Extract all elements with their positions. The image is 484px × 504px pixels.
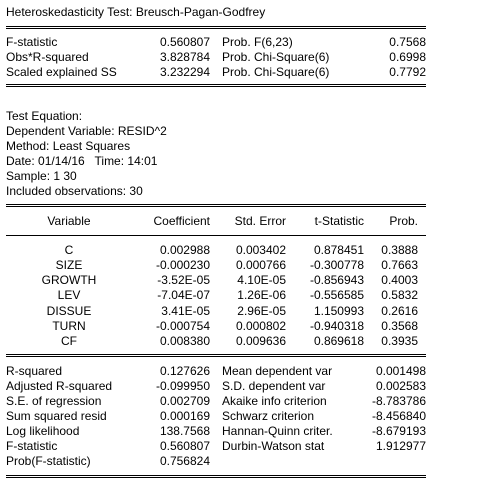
prob-value: 0.3935: [381, 334, 418, 348]
stat-label: F-statistic: [6, 439, 58, 453]
coef-header-divider: [6, 235, 426, 236]
variable-name: DISSUE: [46, 304, 92, 318]
stat-label: S.E. of regression: [6, 394, 102, 408]
stat-value: 0.560807: [159, 439, 210, 453]
equation-info-line: Test Equation:: [6, 109, 83, 123]
equation-info-line: Sample: 1 30: [6, 169, 77, 183]
variable-name: TURN: [52, 319, 86, 333]
summary-value: 3.828784: [159, 50, 210, 64]
t-statistic-value: -0.856943: [309, 273, 364, 287]
variable-name: LEV: [57, 288, 81, 302]
std-error-value: 0.009636: [235, 334, 286, 348]
std-error-value: 0.003402: [235, 243, 286, 257]
equation-info-line: Dependent Variable: RESID^2: [6, 124, 167, 138]
summary-prob: 0.6998: [389, 50, 426, 64]
coefficient-value: 3.41E-05: [161, 304, 210, 318]
summary-prob: 0.7568: [389, 35, 426, 49]
stat-value: 138.7568: [159, 424, 210, 438]
stat-label-2: S.D. dependent var: [222, 379, 326, 393]
stat-value-2: 0.002583: [375, 379, 426, 393]
std-error-value: 1.26E-06: [237, 288, 286, 302]
t-statistic-value: 0.878451: [313, 243, 364, 257]
stat-value-2: -8.456840: [371, 409, 426, 423]
equation-info-line: Included observations: 30: [6, 184, 143, 198]
summary-prob: 0.7792: [389, 65, 426, 79]
variable-name: CF: [61, 334, 77, 348]
stat-label-2: Durbin-Watson stat: [222, 439, 325, 453]
stat-value-2: -8.679193: [371, 424, 426, 438]
std-error-value: 0.000766: [235, 258, 286, 272]
stat-label-2: Schwarz criterion: [222, 409, 315, 423]
stat-label: R-squared: [6, 364, 63, 378]
prob-value: 0.3568: [381, 319, 418, 333]
coef-header: Std. Error: [234, 214, 286, 228]
stat-value: 0.127626: [159, 364, 210, 378]
coefficient-value: -7.04E-07: [157, 288, 210, 302]
stat-value-2: -8.783786: [371, 394, 426, 408]
summary-divider: [6, 84, 426, 87]
variable-name: SIZE: [55, 258, 83, 272]
stat-value: -0.099950: [155, 379, 210, 393]
title-divider: [6, 26, 426, 29]
stat-label: Sum squared resid: [6, 409, 107, 423]
summary-label: F-statistic: [6, 35, 58, 49]
t-statistic-value: -0.300778: [309, 258, 364, 272]
std-error-value: 4.10E-05: [237, 273, 286, 287]
equation-info-line: Date: 01/14/16 Time: 14:01: [6, 154, 158, 168]
stat-value: 0.000169: [159, 409, 210, 423]
summary-value: 0.560807: [159, 35, 210, 49]
summary-label: Obs*R-squared: [6, 50, 89, 64]
stats-bottom-divider: [6, 475, 426, 478]
variable-name: GROWTH: [41, 273, 97, 287]
prob-value: 0.4003: [381, 273, 418, 287]
t-statistic-value: 0.869618: [313, 334, 364, 348]
stat-label: Prob(F-statistic): [6, 454, 91, 468]
summary-test: Prob. Chi-Square(6): [222, 65, 330, 79]
summary-label: Scaled explained SS: [6, 65, 117, 79]
t-statistic-value: -0.556585: [309, 288, 364, 302]
coef-top-divider: [6, 204, 426, 207]
coef-bottom-divider: [6, 354, 426, 357]
stat-label-2: Akaike info criterion: [222, 394, 327, 408]
prob-value: 0.7663: [381, 258, 418, 272]
coef-header: Variable: [47, 214, 91, 228]
variable-name: C: [64, 243, 74, 257]
test-title: Heteroskedasticity Test: Breusch-Pagan-Godfrey: [6, 5, 266, 19]
summary-test: Prob. Chi-Square(6): [222, 50, 330, 64]
coef-header: Coefficient: [153, 214, 210, 228]
stat-label: Adjusted R-squared: [6, 379, 113, 393]
coefficient-value: -3.52E-05: [157, 273, 210, 287]
stat-value-2: 0.001498: [375, 364, 426, 378]
stat-label: Log likelihood: [6, 424, 80, 438]
stat-value: 0.756824: [159, 454, 210, 468]
coefficient-value: 0.008380: [159, 334, 210, 348]
t-statistic-value: -0.940318: [309, 319, 364, 333]
std-error-value: 2.96E-05: [237, 304, 286, 318]
prob-value: 0.5832: [381, 288, 418, 302]
coefficient-value: -0.000754: [155, 319, 210, 333]
coefficient-value: 0.002988: [159, 243, 210, 257]
stat-value-2: 1.912977: [375, 439, 426, 453]
coef-header: t-Statistic: [314, 214, 364, 228]
prob-value: 0.3888: [381, 243, 418, 257]
summary-value: 3.232294: [159, 65, 210, 79]
equation-info-line: Method: Least Squares: [6, 139, 131, 153]
coef-header: Prob.: [389, 214, 418, 228]
coefficient-value: -0.000230: [155, 258, 210, 272]
prob-value: 0.2616: [381, 304, 418, 318]
t-statistic-value: 1.150993: [313, 304, 364, 318]
stat-label-2: Hannan-Quinn criter.: [222, 424, 333, 438]
stat-value: 0.002709: [159, 394, 210, 408]
std-error-value: 0.000802: [235, 319, 286, 333]
summary-test: Prob. F(6,23): [222, 35, 293, 49]
stat-label-2: Mean dependent var: [222, 364, 333, 378]
